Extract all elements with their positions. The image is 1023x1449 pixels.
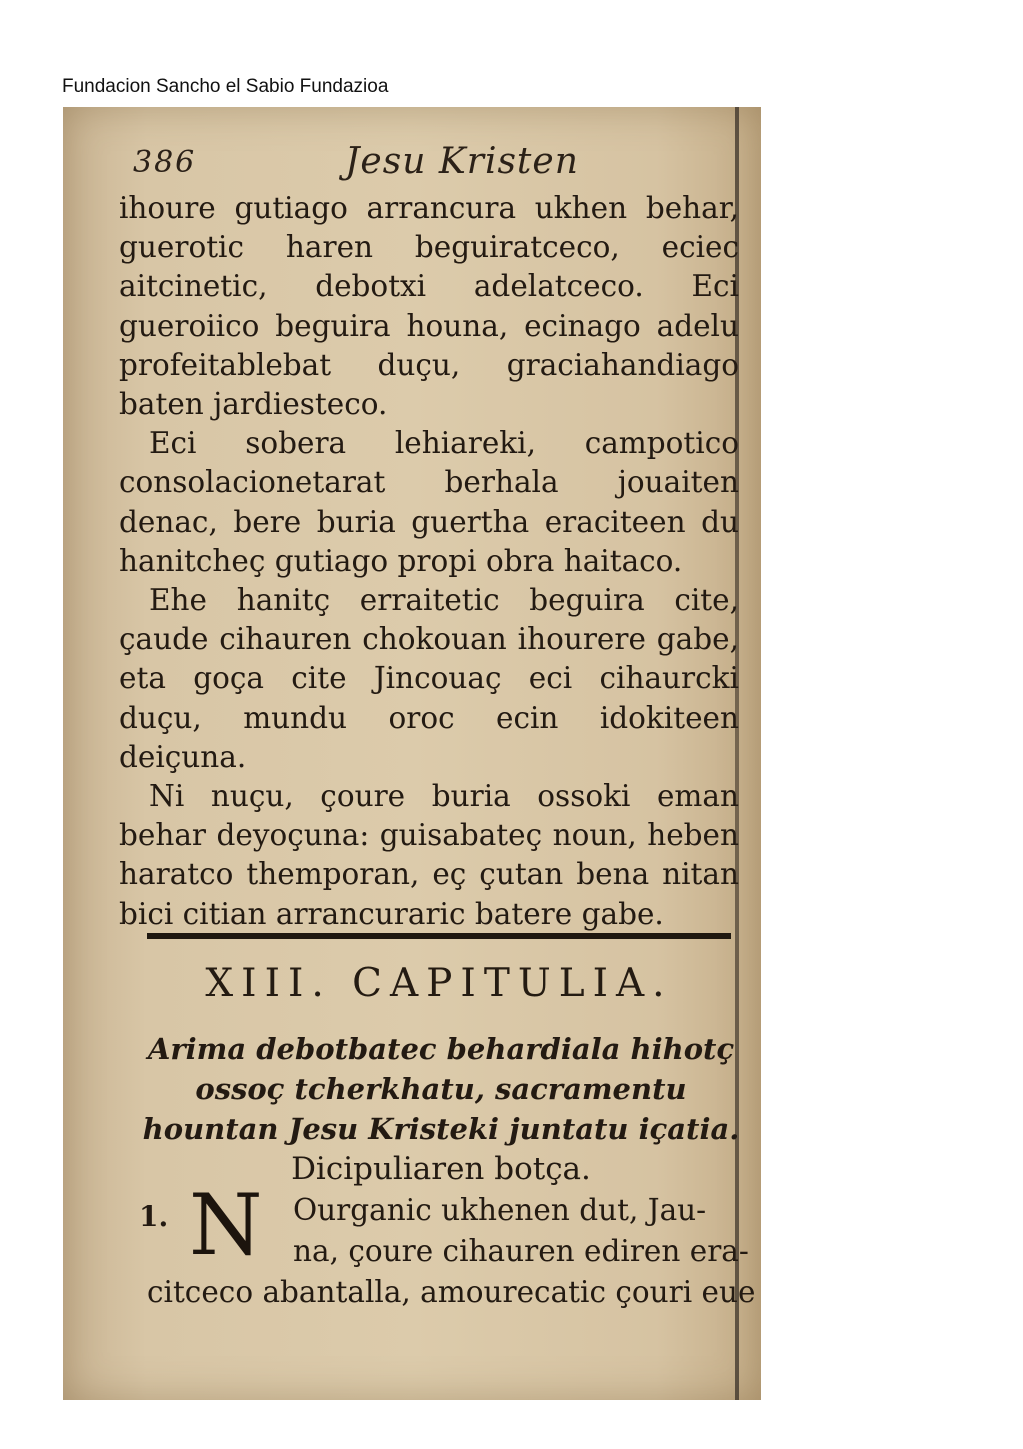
paragraph: ihoure gutiago arrancura ukhen behar, guerotic haren beguiratceco, eciec aitcinetic, debotxi adelatceco. Eci gueroiico beguira houna, ecinago adelu profeitablebat duçu, graciahandiago baten jardiesteco.: [119, 191, 739, 422]
chapter-heading: XIII. CAPITULIA.: [205, 961, 673, 1006]
scanned-page: [63, 107, 761, 1400]
drop-cap: N: [189, 1176, 263, 1274]
verse-line: Ourganic ukhenen dut, Jau-: [293, 1193, 707, 1227]
source-label: Fundacion Sancho el Sabio Fundazioa: [62, 76, 389, 97]
verse-line: citceco abantalla, amourecatic çouri eue: [147, 1275, 756, 1309]
body-text: [119, 189, 739, 934]
verse-number: 1.: [139, 1200, 169, 1233]
paragraph: Ni nuçu, çoure buria ossoki eman behar deyoçuna: guisabateç noun, heben haratco themporan, eç çutan bena nitan bici citian arrancuraric batere gabe.: [119, 779, 739, 931]
page-number: 386: [133, 145, 197, 180]
paragraph: Eci sobera lehiareki, campotico consolacionetarat berhala jouaiten denac, bere buria guertha eraciteen du hanitcheç gutiago propi obra haitaco.: [119, 426, 739, 578]
verse-line: na, çoure cihauren ediren era-: [293, 1234, 749, 1268]
running-title: Jesu Kristen: [345, 141, 579, 182]
speaker-heading: Dicipuliaren botça.: [291, 1151, 591, 1187]
chapter-summary: Arima debotbatec behardiala hihotç ossoç tcherkhatu, sacramentu hountan Jesu Kristeki juntatu içatia.: [142, 1032, 740, 1146]
running-head: [133, 141, 713, 189]
paragraph: Ehe hanitç erraitetic beguira cite, çaude cihauren chokouan ihourere gabe, eta goça cite Jincouaç eci cihaurcki duçu, mundu oroc ecin idokiteen deiçuna.: [119, 583, 739, 774]
section-rule: [147, 933, 731, 939]
